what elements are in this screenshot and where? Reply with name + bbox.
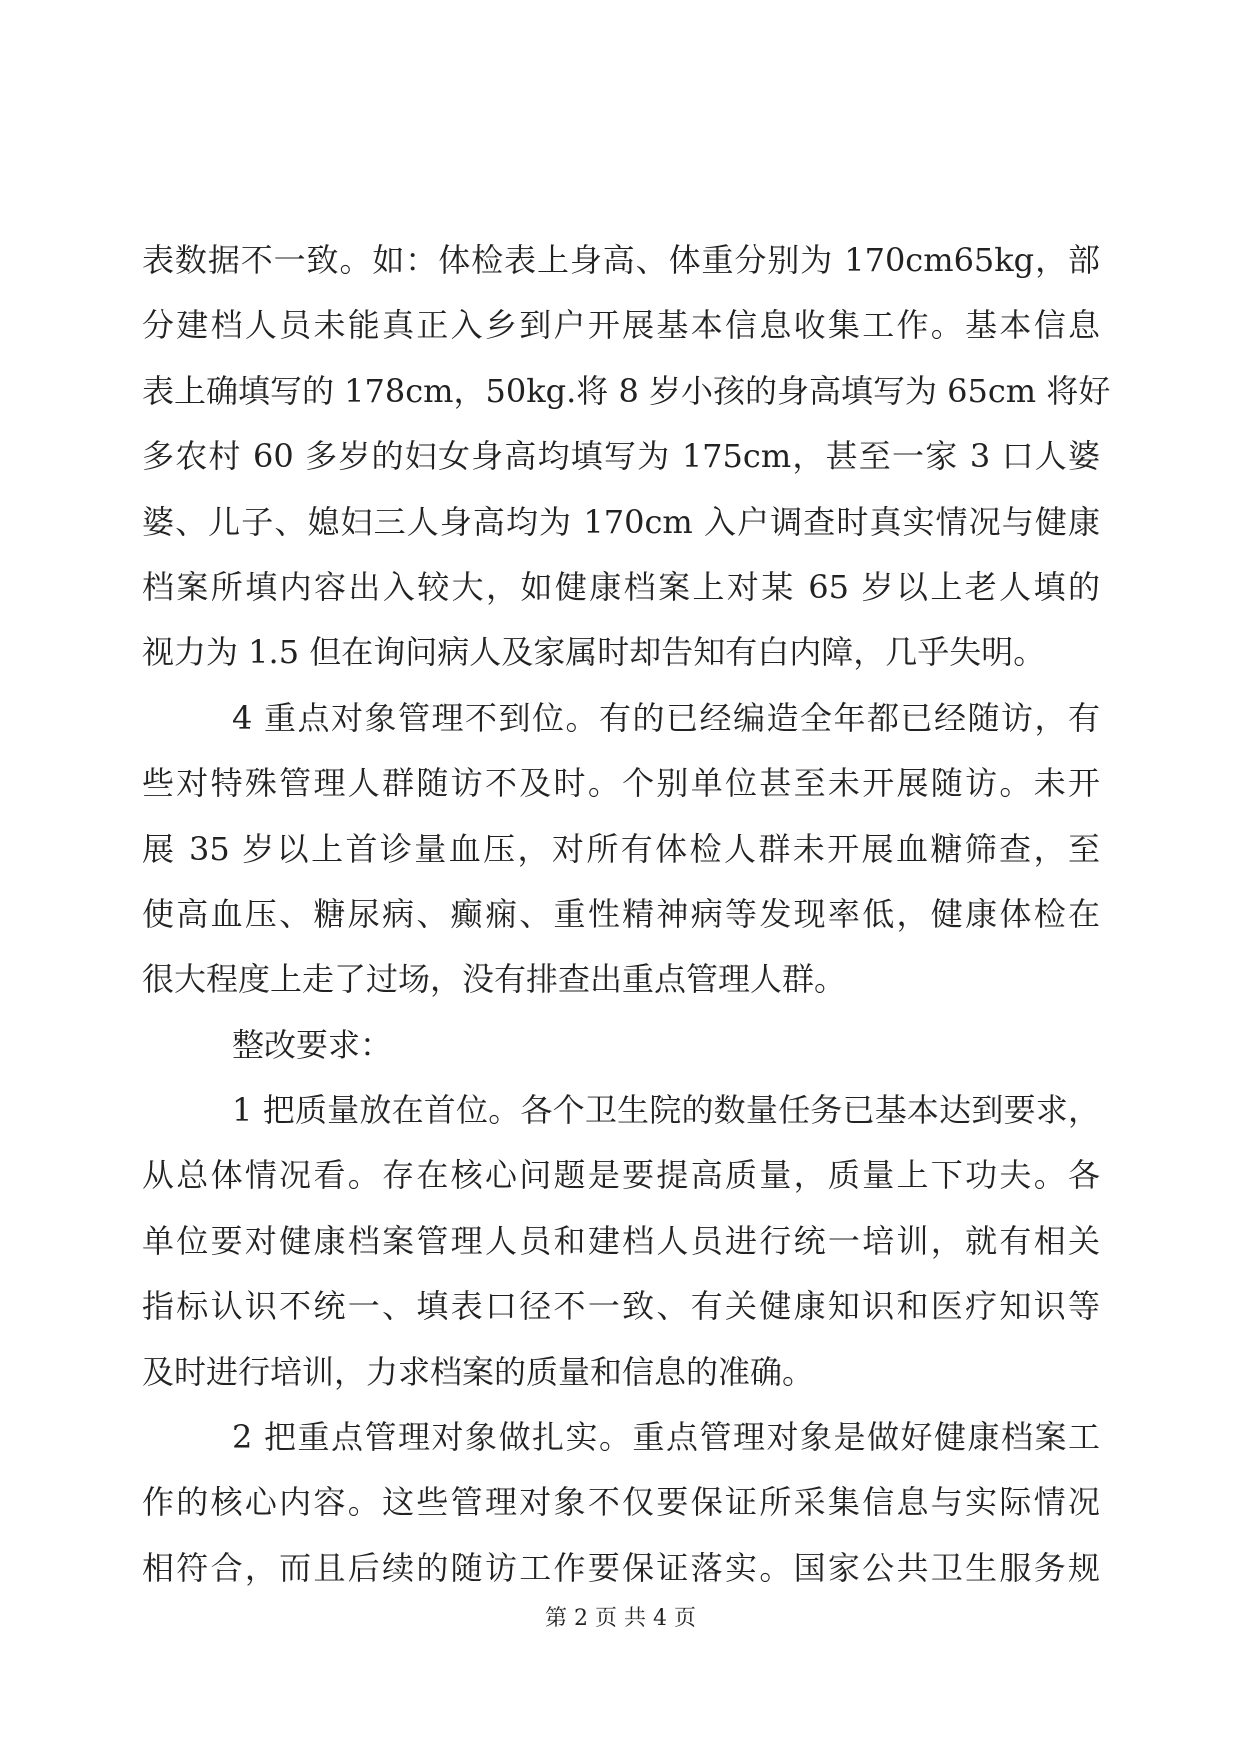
text-line: 些对特殊管理人群随访不及时。个别单位甚至未开展随访。未开 [142, 764, 1100, 803]
text-line: 表上确填写的 178cm，50kg.将 8 岁小孩的身高填写为 65cm 将好 [142, 371, 1111, 410]
document-body [142, 228, 1111, 1601]
section-heading: 整改要求： [232, 1025, 393, 1064]
text-line: 使高血压、糖尿病、癫痫、重性精神病等发现率低，健康体检在 [142, 894, 1100, 933]
page-number: 第 2 页 共 4 页 [545, 1606, 696, 1631]
paragraph-first-line: 2 把重点管理对象做扎实。重点管理对象是做好健康档案工 [232, 1418, 1100, 1457]
text-line: 指标认识不统一、填表口径不一致、有关健康知识和医疗知识等 [142, 1287, 1100, 1326]
text-line: 婆、儿子、媳妇三人身高均为 170cm 入户调查时真实情况与健康 [142, 502, 1100, 541]
paragraph-first-line: 4 重点对象管理不到位。有的已经编造全年都已经随访，有 [232, 698, 1100, 737]
text-line: 表数据不一致。如：体检表上身高、体重分别为 170cm65kg，部 [142, 241, 1100, 279]
text-line: 作的核心内容。这些管理对象不仅要保证所采集信息与实际情况 [142, 1483, 1100, 1522]
page-footer [0, 1604, 1241, 1634]
text-line: 档案所填内容出入较大，如健康档案上对某 65 岁以上老人填的 [142, 567, 1100, 606]
text-line: 单位要对健康档案管理人员和建档人员进行统一培训，就有相关 [142, 1221, 1100, 1260]
text-line: 视力为 1.5 但在询问病人及家属时却告知有白内障，几乎失明。 [142, 633, 1046, 672]
paragraph-first-line: 1 把质量放在首位。各个卫生院的数量任务已基本达到要求， [232, 1091, 1100, 1130]
text-line: 相符合，而且后续的随访工作要保证落实。国家公共卫生服务规 [142, 1548, 1100, 1587]
text-line: 从总体情况看。存在核心问题是要提高质量，质量上下功夫。各 [142, 1156, 1100, 1195]
text-line: 展 35 岁以上首诊量血压，对所有体检人群未开展血糖筛查，至 [142, 829, 1100, 868]
text-line: 很大程度上走了过场，没有排查出重点管理人群。 [142, 960, 847, 999]
text-line: 及时进行培训，力求档案的质量和信息的准确。 [142, 1352, 815, 1391]
text-line: 多农村 60 多岁的妇女身高均填写为 175cm，甚至一家 3 口人婆 [142, 437, 1100, 476]
text-line: 分建档人员未能真正入乡到户开展基本信息收集工作。基本信息 [142, 306, 1100, 345]
